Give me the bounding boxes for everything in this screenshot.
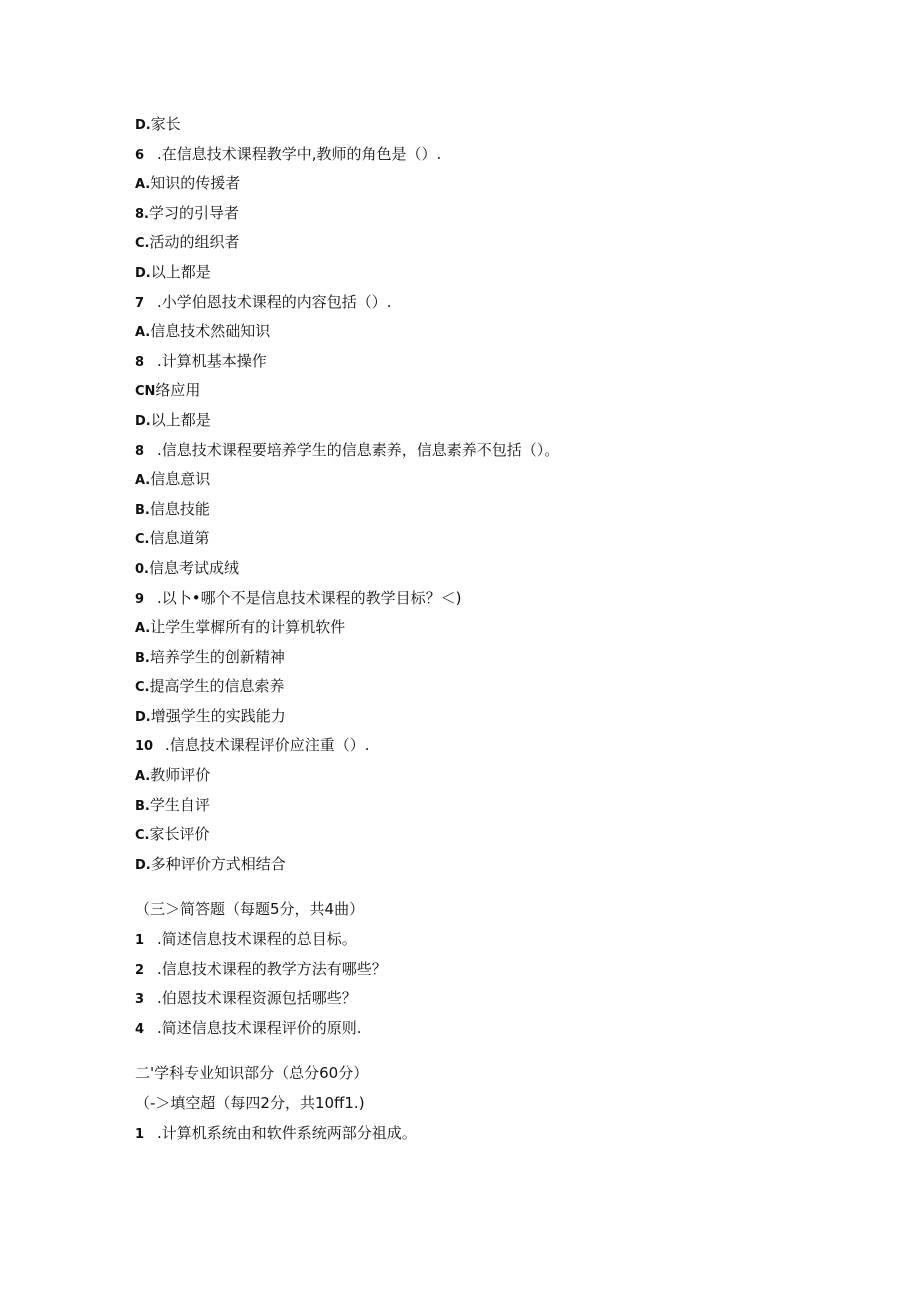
option-b-q6: 8.学习的引导者 <box>135 203 239 222</box>
document-page <box>135 110 835 1148</box>
option-d-q10: D.多种评价方式相结合 <box>135 854 286 873</box>
option-b-q8: B.信息技能 <box>135 499 210 518</box>
option-c-q8: C.信息道第 <box>135 529 210 548</box>
option-b-q9: B.培养学生的创新精神 <box>135 647 285 666</box>
option-c-q7: CN络应用 <box>135 381 201 400</box>
option-d-q5: D.家长 <box>135 115 181 133</box>
short-answer-4: 4 .简述信息技术课程评价的原则. <box>135 1018 362 1037</box>
option-a-q7: A.信息技术然础知识 <box>135 322 271 341</box>
part-heading-subject-knowledge: 二'学科专业知识部分（总分60分） <box>135 1064 369 1083</box>
option-d-q9: D.增强学生的实践能力 <box>135 706 286 725</box>
option-a-q6: A.知识的传援者 <box>135 174 241 193</box>
fill-blank-1: 1 .计算机系统由和软件系统两部分祖成。 <box>135 1123 417 1142</box>
short-answer-2: 2 .信息技术课程的教学方法有哪些？ <box>135 959 387 978</box>
section-heading-fill-blank: （-＞填空超（每四2分，共10ff1.) <box>135 1094 365 1112</box>
option-d-q8: 0.信息考试成绒 <box>135 558 239 577</box>
section-heading-short-answer: （三＞简答题（每题5分，共4曲） <box>135 900 365 919</box>
option-b-q10: B.学生自评 <box>135 795 210 814</box>
option-c-q9: C.提高学生的信息索养 <box>135 677 285 696</box>
option-a-q8: A.信息意识 <box>135 470 211 489</box>
option-c-q10: C.家长评价 <box>135 825 210 844</box>
question-7: 7 .小学伯恩技术课程的内容包括（）. <box>135 292 392 311</box>
option-d-q7: D.以上都是 <box>135 410 211 429</box>
short-answer-3: 3 .伯恩技术课程资源包括哪些？ <box>135 989 357 1008</box>
option-b-q7: 8 .计算机基本操作 <box>135 351 267 370</box>
option-d-q6: D.以上都是 <box>135 262 211 281</box>
option-a-q9: A.让学生掌樨所有的计算机软件 <box>135 618 346 637</box>
question-10: 10 .信息技术课程评价应注重（）. <box>135 736 370 755</box>
question-6: 6 .在信息技术课程教学中,教师的角色是（）. <box>135 144 442 163</box>
option-c-q6: C.活动的组织者 <box>135 233 240 252</box>
question-8: 8 .信息技术课程要培养学生的信息素养，信息素养不包括（）。 <box>135 440 560 459</box>
question-9: 9 .以卜•哪个不是信息技术课程的教学目标？＜) <box>135 588 462 607</box>
option-a-q10: A.教师评价 <box>135 766 211 785</box>
short-answer-1: 1 .简述信息技术课程的总目标。 <box>135 930 357 949</box>
